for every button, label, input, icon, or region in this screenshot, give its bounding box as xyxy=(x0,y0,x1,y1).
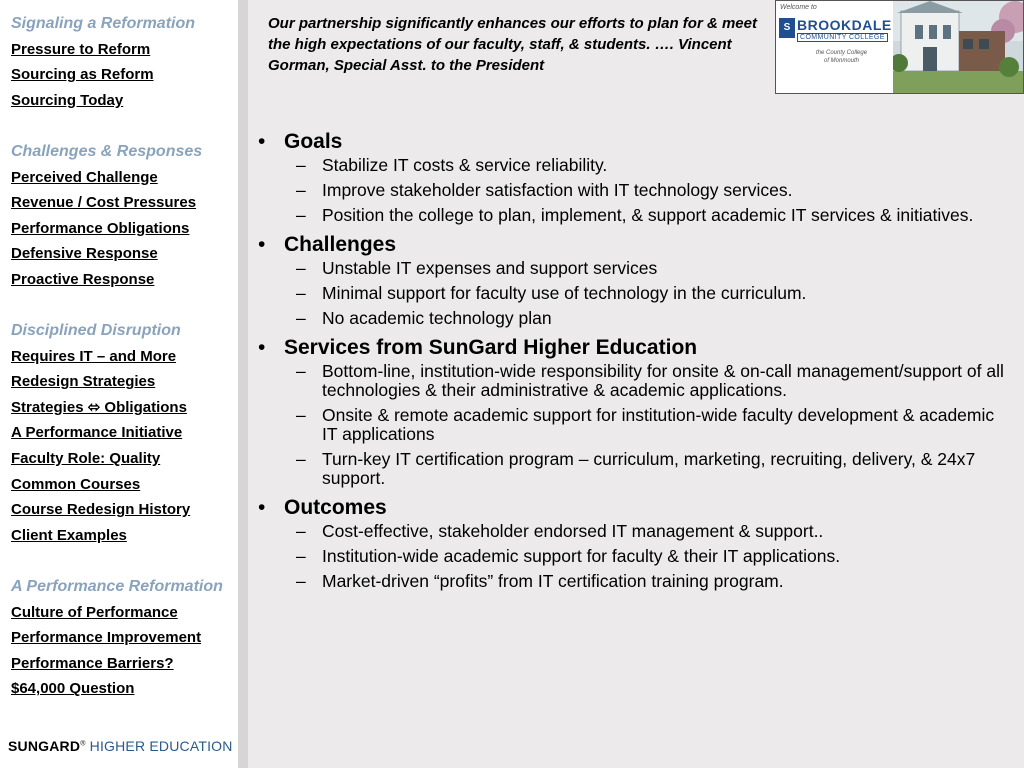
section-goals xyxy=(256,128,1006,225)
brookdale-name: BROOKDALE xyxy=(797,17,892,33)
nav-section-challenges xyxy=(11,139,202,293)
list-item: – Institution-wide academic support for faculty & their IT applications. xyxy=(296,546,841,566)
brookdale-logo-icon: S xyxy=(779,18,795,38)
dash-icon: – xyxy=(296,361,306,381)
section-title: • Goals xyxy=(256,128,1006,156)
bullet-icon: • xyxy=(258,336,266,359)
nav-link-64000-question[interactable]: $64,000 Question xyxy=(11,680,135,698)
list-item: – Improve stakeholder satisfaction with IT technology services. xyxy=(296,180,793,200)
dash-icon: – xyxy=(296,405,306,425)
nav-link-performance-barriers[interactable]: Performance Barriers? xyxy=(11,654,174,672)
sidebar-nav xyxy=(0,0,238,768)
dash-icon: – xyxy=(296,180,306,200)
nav-link-course-redesign-history[interactable]: Course Redesign History xyxy=(11,501,191,519)
nav-link-client-examples[interactable]: Client Examples xyxy=(11,526,127,544)
testimonial-quote: Our partnership significantly enhances our efforts to plan for & meet the high expectations of our faculty, staff, & students. …. Vincent Gorman, Special Asst. to the President xyxy=(268,15,757,74)
sidebar-divider xyxy=(238,0,248,768)
dash-icon: – xyxy=(296,521,306,541)
nav-heading: Challenges & Responses xyxy=(11,143,203,160)
nav-link-sourcing-today[interactable]: Sourcing Today xyxy=(11,91,124,109)
list-item: – Cost-effective, stakeholder endorsed IT management & support.. xyxy=(296,521,824,541)
logo-brand: SUNGARD xyxy=(8,738,81,754)
dash-icon: – xyxy=(296,205,306,225)
section-services xyxy=(256,334,1006,488)
nav-link-perceived-challenge[interactable]: Perceived Challenge xyxy=(11,168,158,186)
list-item: – Bottom-line, institution-wide responsibility for onsite & on-call management/support of all technologies & their administrative & academic applications. xyxy=(296,361,1004,400)
nav-link-requires-it[interactable]: Requires IT – and More xyxy=(11,347,177,365)
main-content xyxy=(256,128,1006,597)
campus-building-image xyxy=(893,1,1024,94)
nav-link-faculty-role[interactable]: Faculty Role: Quality xyxy=(11,449,161,467)
nav-section-disruption xyxy=(11,318,190,548)
nav-link-proactive-response[interactable]: Proactive Response xyxy=(11,270,155,288)
sungard-logo xyxy=(8,738,233,754)
logo-sub: HIGHER EDUCATION xyxy=(85,738,233,754)
list-item: – Position the college to plan, implement, & support academic IT services & initiatives. xyxy=(296,205,974,225)
nav-section-signaling xyxy=(11,11,195,113)
nav-link-strategies-obligations[interactable]: Strategies ⬄ Obligations xyxy=(11,398,187,416)
dash-icon: – xyxy=(296,449,306,469)
nav-link-revenue-cost-pressures[interactable]: Revenue / Cost Pressures xyxy=(11,194,197,212)
nav-heading: A Performance Reformation xyxy=(11,578,223,595)
brookdale-college-photo xyxy=(775,0,1024,94)
brookdale-tagline: the County College of Monmouth xyxy=(816,50,868,64)
nav-link-defensive-response[interactable]: Defensive Response xyxy=(11,245,158,263)
dash-icon: – xyxy=(296,155,306,175)
logo-registered-mark: ® xyxy=(80,740,86,748)
nav-link-performance-obligations[interactable]: Performance Obligations xyxy=(11,219,190,237)
section-title: • Outcomes xyxy=(256,494,1006,522)
nav-heading: Disciplined Disruption xyxy=(11,322,181,339)
nav-link-sourcing-as-reform[interactable]: Sourcing as Reform xyxy=(11,66,154,84)
nav-heading: Signaling a Reformation xyxy=(11,15,196,32)
dash-icon: – xyxy=(296,571,306,591)
nav-link-performance-initiative[interactable]: A Performance Initiative xyxy=(11,424,183,442)
section-challenges xyxy=(256,231,1006,328)
list-item: – Unstable IT expenses and support services xyxy=(296,258,658,278)
dash-icon: – xyxy=(296,283,306,303)
list-item: – Onsite & remote academic support for institution-wide faculty development & academic IT applications xyxy=(296,405,995,444)
section-title: • Challenges xyxy=(256,231,1006,259)
list-item: – Minimal support for faculty use of technology in the curriculum. xyxy=(296,283,807,303)
list-item: – Stabilize IT costs & service reliability. xyxy=(296,155,608,175)
section-title: • Services from SunGard Higher Education xyxy=(256,334,1006,362)
nav-section-reformation xyxy=(11,574,223,702)
nav-link-culture-of-performance[interactable]: Culture of Performance xyxy=(11,603,178,621)
bullet-icon: • xyxy=(258,130,266,153)
nav-link-redesign-strategies[interactable]: Redesign Strategies xyxy=(11,373,156,391)
nav-link-common-courses[interactable]: Common Courses xyxy=(11,475,141,493)
list-item: – Turn-key IT certification program – curriculum, marketing, recruiting, delivery, & 24x7 support. xyxy=(296,449,976,488)
bullet-icon: • xyxy=(258,233,266,256)
nav-link-performance-improvement[interactable]: Performance Improvement xyxy=(11,629,202,647)
section-outcomes xyxy=(256,494,1006,591)
list-item: – Market-driven “profits” from IT certification training program. xyxy=(296,571,784,591)
dash-icon: – xyxy=(296,308,306,328)
nav-link-pressure-to-reform[interactable]: Pressure to Reform xyxy=(11,40,151,58)
photo-welcome-text: Welcome to xyxy=(780,4,817,11)
bullet-icon: • xyxy=(258,496,266,519)
brookdale-subname: COMMUNITY COLLEGE xyxy=(797,33,888,42)
dash-icon: – xyxy=(296,546,306,566)
dash-icon: – xyxy=(296,258,306,278)
list-item: – No academic technology plan xyxy=(296,308,552,328)
